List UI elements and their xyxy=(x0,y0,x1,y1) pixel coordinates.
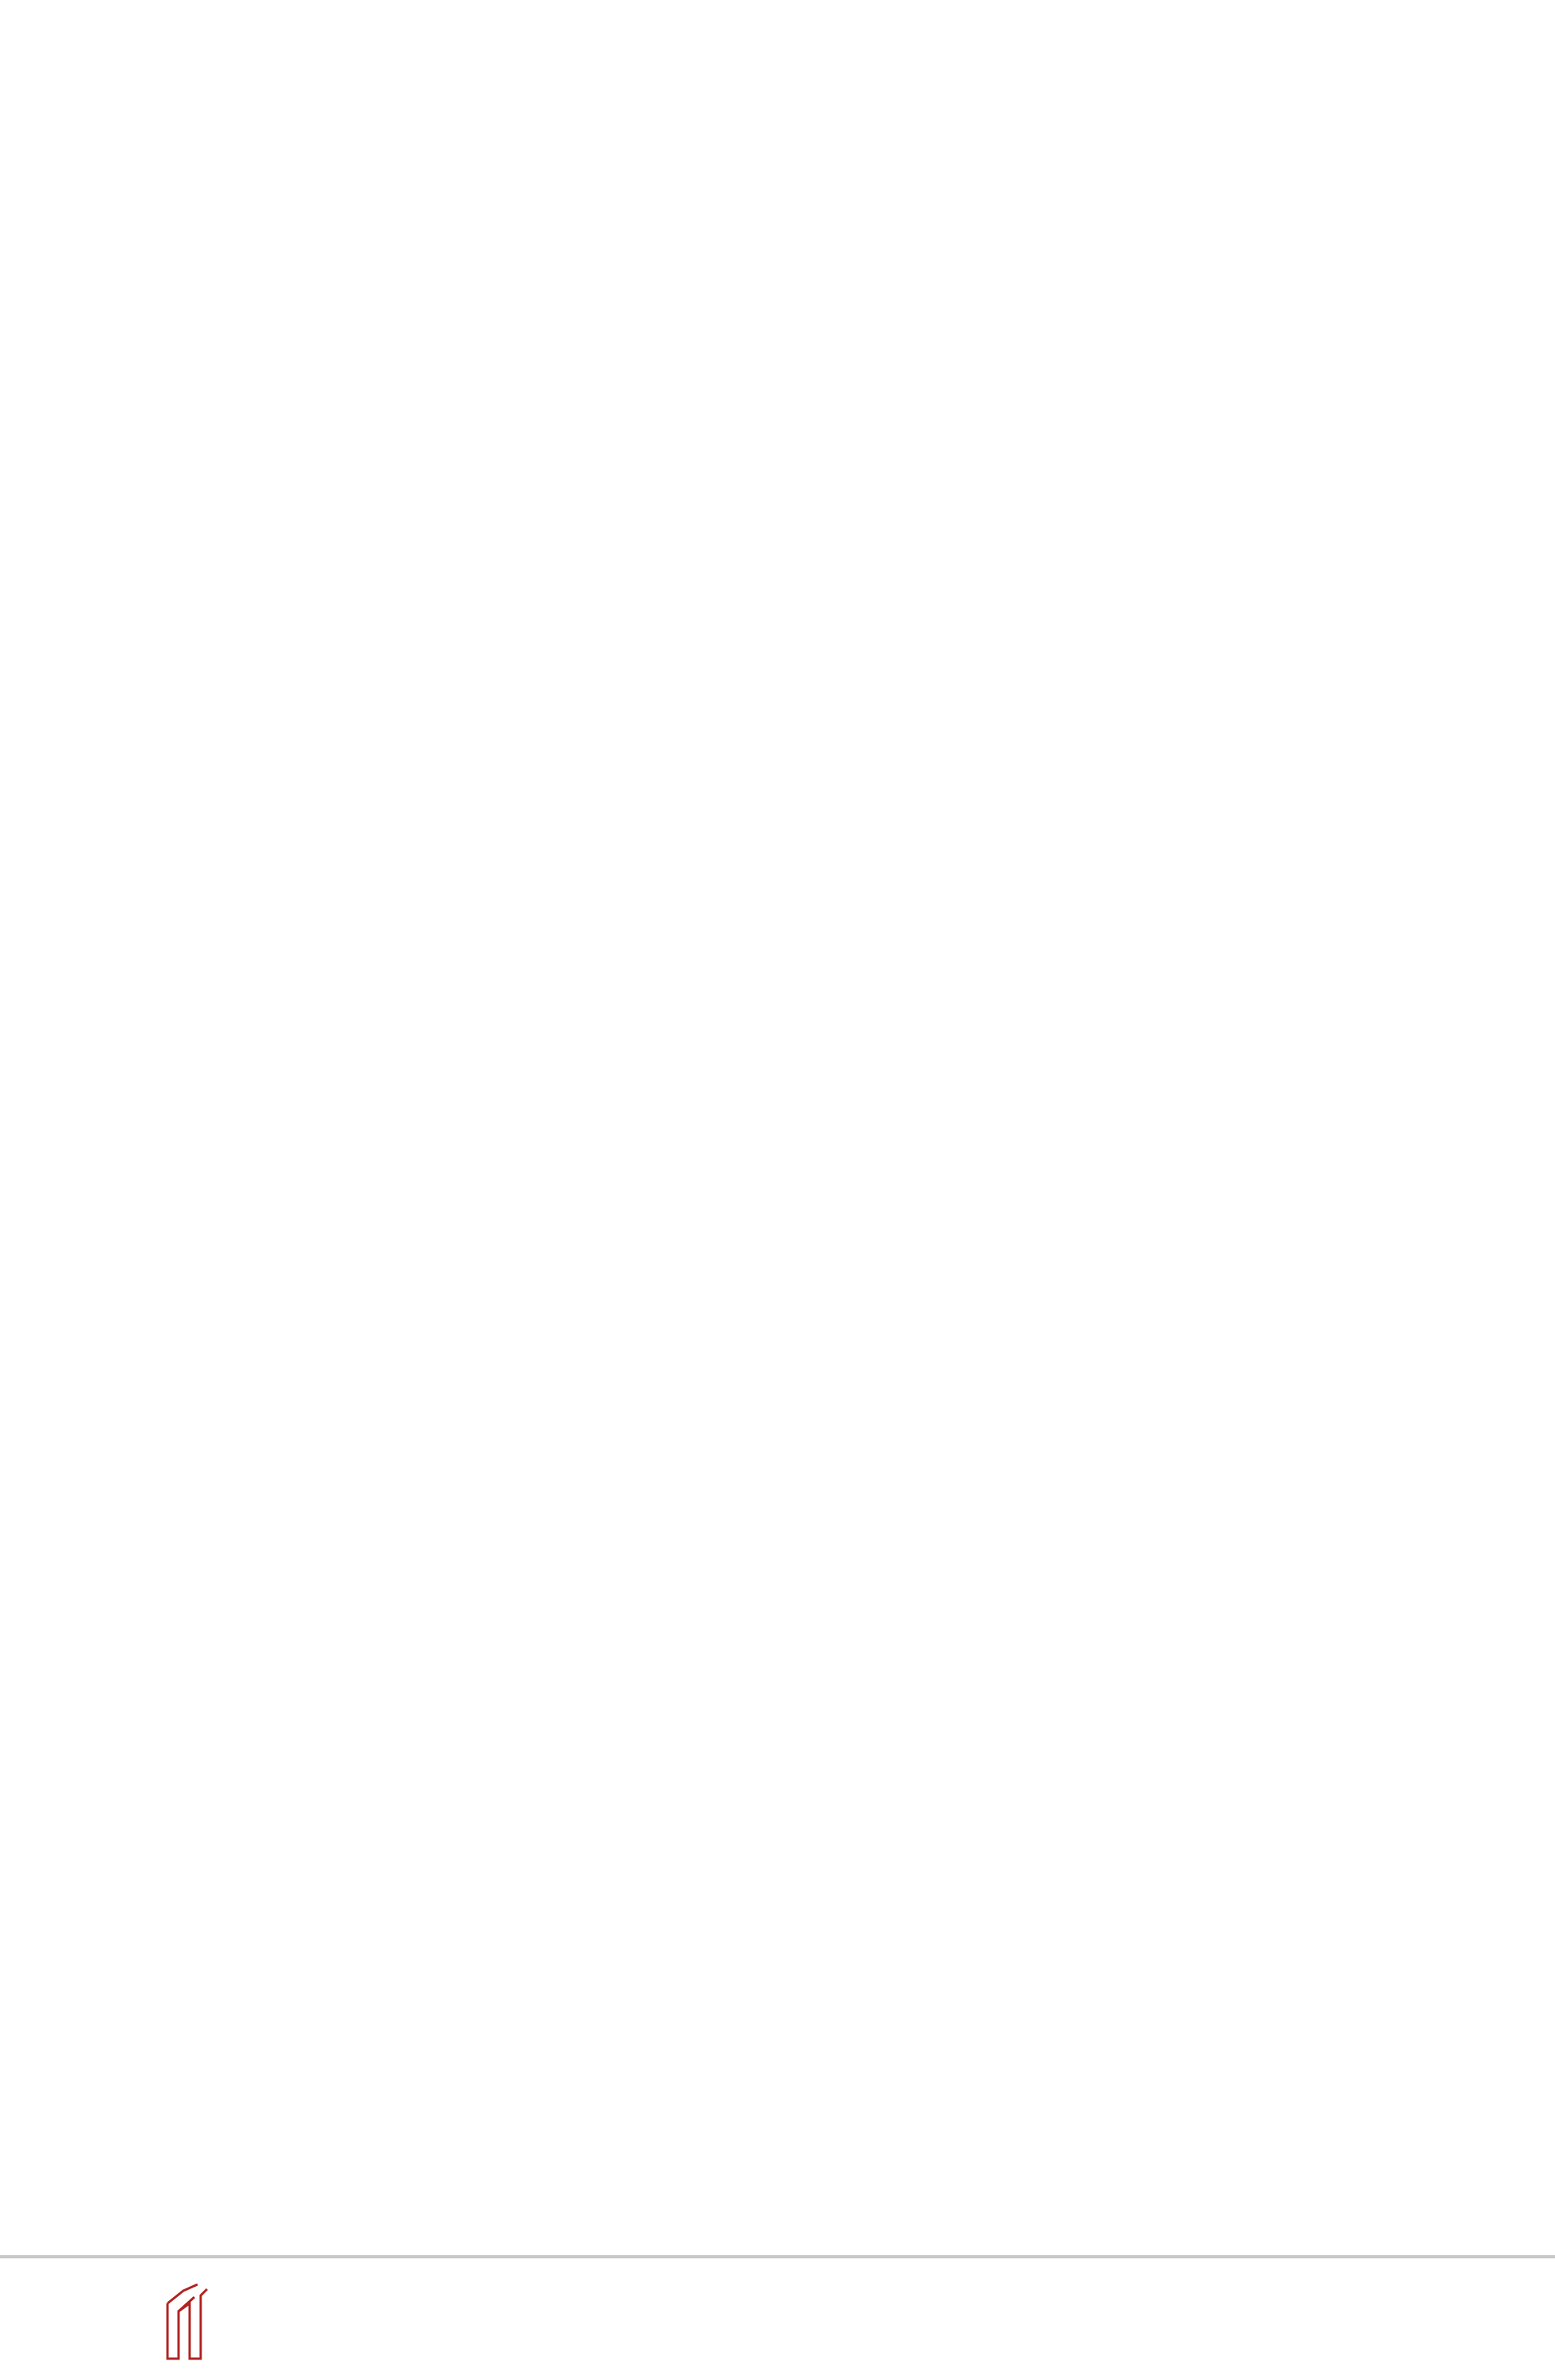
footer-divider xyxy=(0,2255,1555,2258)
vault-plan-drawing xyxy=(790,88,1414,1759)
footer-bar xyxy=(0,2259,1555,2380)
vault-plan-figure xyxy=(790,88,1414,1759)
library-logo-icon xyxy=(160,2280,215,2367)
